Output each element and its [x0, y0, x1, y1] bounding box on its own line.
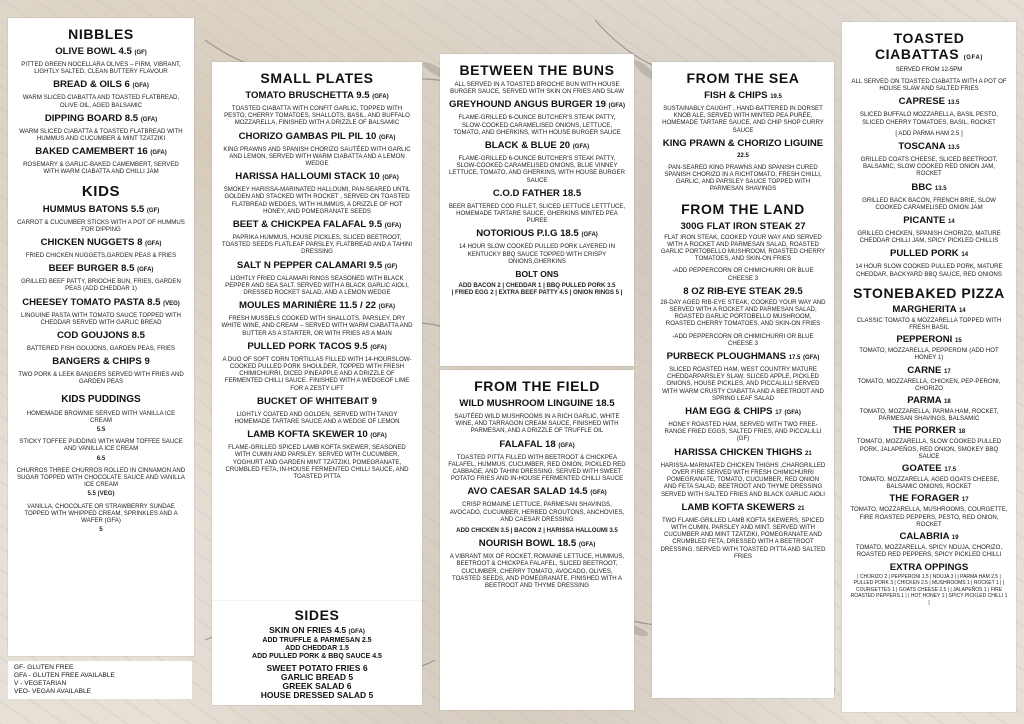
menu-item-desc: FRESH MUSSELS COOKED WITH SHALLOTS, PARSLEY, DRY WHITE WINE, AND CREAM – SERVED WITH WARM CIABATTA AND BUTTER AS A STARTER, OR WITH FRIES AS A MAIN [221, 315, 413, 337]
menu-item-name: BAKED CAMEMBERT 16 (GFA) [35, 146, 167, 158]
side-item: HOUSE DRESSED SALAD 5 [260, 690, 374, 700]
menu-item-desc: GRILLED CHICKEN, SPANISH CHORIZO, MATURE CHEDDAR CHILLI JAM, SPICY PICKLED CHILLIS [857, 230, 1001, 245]
menu-item-name: SALT N PEPPER CALAMARI 9.5 (GF) [236, 259, 398, 271]
menu-item-desc: TOASTED PITTA FILLED WITH BEETROOT & CHICKPEA FALAFEL, HUMMUS, CUCUMBER, RED ONION, PICKLED RED CABBAGE, AND TAHINI DRESSING. SERVED WITH SWEET POTATO FRIES AND IN-HOUSE FERMENTED CHILLI SAUCE [448, 453, 626, 483]
menu-item-name: LAMB KOFTA SKEWER 10 (GFA) [247, 429, 387, 441]
pizza-heading: STONEBAKED PIZZA [853, 284, 1005, 301]
menu-item-name: HARISSA HALLOUMI STACK 10 (GFA) [235, 171, 399, 183]
legend-v: V - VEGETARIAN [14, 680, 67, 687]
menu-item-name: BBC 13.5 [911, 181, 947, 193]
menu-item-name: FALAFAL 18 (GFA) [499, 438, 575, 450]
side-item: SWEET POTATO FRIES 6 [266, 663, 368, 673]
menu-item-desc: PITTED GREEN NOCELLARA OLIVES – FIRM, VIBRANT, LIGHTLY SALTED, CLEAN BUTTERY FLAVOUR [21, 61, 181, 76]
menu-item-extra: -ADD PEPPERCORN OR CHIMICHURRI OR BLUE CHEESE 3 [672, 332, 814, 347]
menu-item-desc: SAUTÉED WILD MUSHROOMS IN A RICH GARLIC, WHITE WINE, AND TARRAGON CREAM SAUCE, FINISHED WITH PARMESAN, AND A DRIZZLE OF TRUFFLE OIL [454, 413, 620, 435]
menu-item-desc: TOMATO, MOZZARELLA, PEPPERONI (ADD HOT HONEY 1) [859, 347, 999, 362]
menu-item-desc: CLASSIC TOMATO & MOZZARELLA TOPPED WITH FRESH BASIL [856, 316, 1002, 332]
menu-item-desc: TOMATO, MOZZARELLA, SLOW COOKED PULLED PORK, JALAPEÑOS, RED ONION, SMOKEY BBQ SAUCE [856, 438, 1002, 460]
menu-item-desc: GRILLED COATS CHEESE, SLICED BEETROOT, BALSAMIC, SLOW COOKED RED ONION JAM, ROCKET [860, 156, 998, 178]
menu-item-desc: PAN-SEARED KING PRAWNS AND SPANISH CURED SPANISH CHORIZO IN A RICHTOMATO, FRESH CHILLI, GARLIC, AND PARSLEY SAUCE TOPPED WITH PARMESAN SHAVINGS [664, 163, 822, 193]
menu-item-desc: CRISP ROMAINE LETTUCE, PARMESAN SHAVINGS, AVOCADO, CUCUMBER, HERBED CROUTONS, ANCHOVIES, AND CAESAR DRESSING [449, 501, 625, 523]
between-buns-intro: ALL SERVED IN A TOASTED BRIOCHE BUN WITH HOUSE BURGER SAUCE, SERVED WITH SKIN ON FRIES AND SLAW [450, 81, 624, 96]
menu-item-desc: HARISSA-MARINATED CHICKEN THIGHS ,CHARGRILLED OVER FIRE SERVED WITH FRESH CHIMICHURRI POMEGRANATE, TOMATO, CUCUMBER, RED ONION AND FETA SALAD, BEETROOT AND THYME DRESSING SERVED WITH SALTED FRIES AND BLACK GARLIC AIOLI [660, 461, 826, 498]
menu-item-name: 8 OZ RIB-EYE STEAK 29.5 [683, 285, 803, 297]
nibbles-kids-panel [8, 18, 194, 656]
between-buns-list [448, 99, 626, 265]
pudding-price: 5 [99, 526, 103, 534]
menu-item-desc: PAPRIKA HUMMUS, HOUSE PICKLES, SLICED BEETROOT, TOASTED SEEDS FLATLEAF PARSLEY, FLATBREAD AND A TAHINI DRESSING [221, 234, 413, 256]
menu-item-name: BEEF BURGER 8.5 (GFA) [48, 263, 154, 275]
menu-item-name: GOATEE 17.5 [901, 463, 957, 475]
menu-item-desc: WARM SLICED CIABATTA AND TOASTED FLATBREAD, OLIVE OIL, AGED BALSAMIC [22, 94, 180, 109]
menu-item-desc: SUSTAINABLY CAUGHT , HAND-BATTERED IN DORSET KNOB ALE, SERVED WITH MINTED PEA PURÉE, HOMEMADE TARTARE SAUCE, AND CHIP SHOP CURRY SAUCE [662, 105, 824, 134]
menu-item-desc: SLICED ROASTED HAM, WEST COUNTRY MATURE CHEDDARPARSLEY SLAW, SLICED APPLE, PICKLED ONIONS, HOUSE PICKLES, AND PICCALILLI SERVED WITH WARM CRUSTY CIABATTA AND A BEETROOT AND SPRING LEAF SALAD [662, 366, 824, 402]
menu-item-name: PULLED PORK 14 [889, 248, 969, 260]
menu-item-name: OLIVE BOWL 4.5 (GF) [55, 46, 147, 57]
menu-item-name: GREYHOUND ANGUS BURGER 19 (GFA) [449, 99, 625, 111]
side-item: GARLIC BREAD 5 [280, 672, 354, 682]
side-addon: ADD PULLED PORK & BBQ SAUCE 4.5 [252, 653, 382, 660]
extra-toppings-list: | CHORIZO 2 | PEPPERONI 1.5 | NDUJA 3 | | PARMA HAM 2.5 | PULLED PORK 3 | CHICKEN 2.5 | MUSHROOMS 1 | ROCKET 1 | | COURGETTES 1 | GOATS CHEESE 2.5 | | JALAPEÑOS 1 | FIRE ROASTED PEPPERS 1 | | HOT HONEY 1 | SPICY PICKLED CHILLI 1 | [850, 573, 1008, 606]
menu-item-desc: LINGUINE PASTA WITH TOMATO SAUCE TOPPED WITH CHEDDAR SERVED WITH GARLIC BREAD [21, 311, 181, 326]
menu-item-name: THE FORAGER 17 [889, 493, 969, 505]
menu-item-name: MARGHERITA 14 [892, 303, 966, 315]
menu-item-name: CHORIZO GAMBAS PIL PIL 10 (GFA) [238, 130, 396, 142]
menu-item-name: BEET & CHICKPEA FALAFAL 9.5 (GFA) [232, 219, 402, 231]
from-field-list [448, 398, 626, 589]
pudding-desc: VANILLA, CHOCOLATE OR STRAWBERRY SUNDAE TOPPED WITH WHIPPED CREAM, SPRINKLES AND A WAFER (GFA) [24, 502, 178, 525]
kids-list [16, 204, 186, 386]
menu-item-desc: WARM SLICED CIABATTA & TOASTED FLATBREAD WITH HUMMUS AND CUCUMBER & MINT TZATZIKI [19, 127, 183, 143]
from-land-heading: FROM THE LAND [681, 200, 805, 217]
ciabattas-intro: ALL SERVED ON TOASTED CIABATTA WITH A POT OF HOUSE SLAW AND SALTED FRIES [851, 78, 1007, 93]
menu-item-name: HARISSA CHICKEN THIGHS 21 [674, 446, 812, 458]
menu-item-desc: 14 HOUR SLOW COOKED PULLED PORK, MATURE CHEDDAR, BACKYARD BBQ SAUCE, RED ONIONS [855, 263, 1003, 278]
menu-item-desc: TOASTED CIABATTA WITH CONFIT GARLIC, TOPPED WITH PESTO, CHERRY TOMATOES, SHALLOTS, BASIL, AND BUFFALO MOZZARELLA, FINISHED WITH A DRIZZLE OF BALSAMIC [224, 105, 410, 127]
menu-item-desc: BATTERED FISH GOUJONS, GARDEN PEAS, FRIES [26, 345, 176, 353]
menu-item-name: CALABRIA 19 [899, 531, 959, 543]
menu-item-name: DIPPING BOARD 8.5 (GFA) [44, 112, 158, 124]
pudding-price: 5.5 (VEG) [87, 490, 115, 498]
menu-item-name: BREAD & OILS 6 (GFA) [53, 79, 149, 91]
menu-item-name: BLACK & BLUE 20 (GFA) [484, 140, 590, 152]
menu-item-desc: SMOKEY HARISSA-MARINATED HALLOUMI, PAN-SEARED UNTIL GOLDEN AND STACKED WITH ROCKET , SERVED ON TOASTED FLATBREAD WEDGES, WITH HUMMUS, A DRIZZLE OF HOT HONEY, AND POMEGRANATE SEEDS [223, 186, 411, 215]
menu-item-name: HAM EGG & CHIPS 17 (GFA) [685, 406, 801, 418]
from-sea-heading: FROM THE SEA [686, 70, 800, 86]
kids-heading: KIDS [81, 182, 121, 200]
from-field-panel [440, 370, 634, 710]
menu-item-name: CAPRESE 13.5 [898, 96, 960, 108]
menu-item-name: BANGERS & CHIPS 9 [52, 356, 150, 368]
menu-item-name: THE PORKER 18 [892, 425, 966, 437]
menu-item-name: AVO CAESAR SALAD 14.5 (GFA) [467, 486, 607, 498]
menu-item-desc: 14 HOUR SLOW COOKED PULLED PORK LAYERED IN KENTUCKY BBQ SAUCE TOPPED WITH CRISPY ONIONS,GHERKINS [459, 243, 615, 265]
side-addon: ADD CHEDDAR 1.5 [285, 645, 349, 652]
pizza-list [850, 304, 1008, 559]
small-plates-heading: SMALL PLATES [260, 70, 374, 86]
bolt-ons-line: | FRIED EGG 2 | EXTRA BEEF PATTY 4.5 | ONION RINGS 5 | [451, 289, 623, 297]
menu-item-name: KING PRAWN & CHORIZO LIGUINE 22.5 [662, 137, 824, 159]
menu-item-desc: TOMATO, MOZZARELLA, AGED GOATS CHEESE, BALSAMIC ONIONS, ROCKET [858, 476, 1000, 491]
from-sea-list [660, 90, 826, 193]
menu-item-desc: ROSEMARY & GARLIC-BAKED CAMEMBERT, SERVED WITH WARM CIABATTA AND CHILLI JAM [23, 161, 179, 176]
menu-item-desc: FLAT IRON STEAK, COOKED YOUR WAY AND SERVED WITH A ROCKET AND PARMESAN SALAD, ROASTED GARLIC PORTOBELLO MUSHROOM, ROASTED CHERRY TOMATOES, AND SKIN-ON FRIES [660, 233, 826, 263]
ciabattas-list [850, 96, 1008, 277]
menu-item-name: LAMB KOFTA SKEWERS 21 [681, 501, 805, 513]
from-field-heading: FROM THE FIELD [474, 378, 600, 394]
menu-item-name: WILD MUSHROOM LINGUINE 18.5 [459, 398, 615, 409]
menu-item-name: PURBECK PLOUGHMANS 17.5 (GFA) [666, 351, 820, 363]
menu-item-desc: A VIBRANT MIX OF ROCKET, ROMAINE LETTUCE, HUMMUS, BEETROOT & CHICKPEA FALAFEL, SLICED BEETROOT, CUCUMBER, CHERRY TOMATO, AVOCADO, OLIVES, TOASTED SEEDS, AND POMEGRANATE. FINISHED WITH A BEETROOT AND THYME DRESSING [449, 553, 625, 590]
menu-item-name: TOSCANA 13.5 [898, 141, 960, 153]
sides-panel [212, 601, 422, 705]
menu-item-name: PEPPERONI 15 [896, 334, 962, 346]
sides-heading: SIDES [294, 607, 340, 623]
legend-gfa: GFA - GLUTEN FREE AVAILABLE [14, 672, 115, 679]
menu-item-desc: FRIED CHICKEN NUGGETS,GARDEN PEAS & FRIES [25, 252, 177, 260]
menu-item-desc: TOMATO, MOZZARELLA, MUSHROOMS, COURGETTE, FIRE ROASTED PEPPERS, PESTO, RED ONION, ROCKET [850, 506, 1008, 528]
menu-item-name: CHEESEY TOMATO PASTA 8.5 (VEG) [22, 296, 180, 308]
menu-item-name: CHICKEN NUGGETS 8 (GFA) [40, 237, 162, 249]
menu-item-desc: GRILLED BEEF PATTY, BRIOCHE BUN, FRIES, GARDEN PEAS (ADD CHEDDAR 1) [21, 278, 181, 293]
pudding-price: 5.5 [96, 426, 106, 434]
side-addon: ADD TRUFFLE & PARMESAN 2.5 [262, 637, 372, 644]
between-buns-panel [440, 54, 634, 366]
menu-item-desc: GRILLED BACK BACON, FRENCH BRIE, SLOW COOKED CARAMELISED ONION JAM [862, 196, 996, 211]
menu-item-name: NOTORIOUS P.I.G 18.5 (GFA) [476, 228, 598, 240]
menu-item-name: HUMMUS BATONS 5.5 (GF) [42, 203, 160, 215]
sea-land-panel [652, 62, 834, 698]
side-item: SKIN ON FRIES 4.5 (GFA) [269, 625, 365, 635]
extra-toppings-heading: EXTRA OPPINGS [889, 561, 969, 573]
menu-item-desc: TOMATO, MOZZARELLA, CHICKEN, PEP-PERONI, CHORIZO [857, 377, 1001, 392]
menu-item-desc: FLAME-GRILLED 6-OUNCE BUTCHER'S STEAK PATTY, SLOW-COOKED CARAMELISED ONIONS, BLUE VINNEY LETTUCE, TOMATO, AND GHERKINS, WITH HOUSE BURGER SAUCE [449, 155, 625, 184]
menu-item-name: NOURISH BOWL 18.5 (GFA) [478, 538, 596, 550]
menu-item-desc: TWO PORK & LEEK BANGERS SERVED WITH FRIES AND GARDEN PEAS [18, 371, 184, 386]
menu-item-desc: LIGHTLY COATED AND GOLDEN, SERVED WITH TANGY HOMEMADE TARTARE SAUCE AND A WEDGE OF LEMON [234, 410, 400, 426]
between-buns-heading: BETWEEN THE BUNS [459, 62, 615, 78]
menu-item-name: PULLED PORK TACOS 9.5 (GFA) [247, 340, 387, 352]
menu-item-desc: SLICED BUFFALO MOZZARELLA, BASIL PESTO, SLICED CHERRY TOMATOES, BASIL, ROCKET [859, 111, 999, 126]
menu-item-name: 300G FLAT IRON STEAK 27 [680, 220, 806, 232]
pudding-desc: HOMEMADE BROWNIE SERVED WITH VANILLA ICE CREAM [26, 409, 176, 424]
menu-item-name: FISH & CHIPS 19.5 [704, 90, 782, 101]
menu-item-extra: [ ADD PARMA HAM 2.5 ] [895, 129, 963, 137]
from-land-list [660, 221, 826, 560]
menu-item-desc: CARROT & CUCUMBER STICKS WITH A POT OF HUMMUS FOR DIPPING [17, 218, 185, 233]
small-plates-panel [212, 62, 422, 602]
menu-item-name: PICANTE 14 [903, 215, 955, 227]
menu-item-extra: -ADD PEPPERCORN OR CHIMICHURRI OR BLUE CHEESE 3 [672, 267, 814, 282]
kids-puddings-list [16, 410, 186, 534]
side-item: GREEK SALAD 6 [282, 681, 352, 691]
menu-item-name: PARMA 18 [907, 395, 951, 407]
kids-puddings-heading: KIDS PUDDINGS [61, 393, 141, 405]
menu-item-name: MOULES MARINIÈRE 11.5 / 22 (GFA) [238, 300, 396, 312]
menu-item-name: C.O.D FATHER 18.5 [492, 187, 582, 199]
menu-item-desc: FLAME-GRILLED 6-OUNCE BUTCHER'S STEAK PATTY, SLOW-COOKED CARAMELISED ONIONS, LETTUCE, TOMATO, AND GHERKINS, WITH HOUSE BURGER SAUCE [453, 114, 621, 136]
menu-item-desc: TOMATO, MOZZARELLA, SPICY NDUJA, CHORIZO, ROASTED RED PEPPERS, SPICY PICKLED CHILLI [855, 544, 1003, 559]
dietary-legend [8, 661, 192, 699]
pudding-desc: CHURROS THREE CHURROS ROLLED IN CINNAMON AND SUGAR TOPPED WITH CHOCOLATE SAUCE AND VANILLA ICE CREAM [16, 466, 186, 489]
menu-item-name: COD GOUJONS 8.5 [57, 330, 145, 342]
menu-item-desc: BEER BATTERED COD FILLET, SLICED LETTUCE LETTTUCE, HOMEMADE TARTARE SAUCE, GHERKINS MINTED PEA PUREE [448, 202, 626, 225]
menu-item-desc: KING PRAWNS AND SPANISH CHORIZO SAUTÉED WITH GARLIC AND LEMON, SERVED WITH WARM CIABATTA AND A LEMON WEDGE [223, 145, 411, 168]
bolt-ons-line: ADD BACON 2 | CHEDDAR 1 | BBQ PULLED PORK 3.5 [458, 282, 616, 290]
menu-item-desc: TWO FLAME-GRILLED LAMB KOFTA SKEWERS, SPICED WITH CUMIN, PARSLEY AND MINT. SERVED WITH CUCUMBER AND MINT TZATZIKI, POMEGRANATE AND CRUMBLED FETA, DRESSED WITH A BEETROOT DRESSING. SERVED WITH TOASTED PITTA AND SALTED FRIES [660, 516, 826, 560]
ciabattas-heading: TOASTED CIABATTAS (GFA) [874, 30, 984, 62]
ciabattas-pizza-panel [842, 22, 1016, 712]
menu-item-desc: FLAME-GRILLED SPICED LAMB KOFTA SKEWER, SEASONED WITH CUMIN AND PARSLEY. SERVED WITH CUCUMBER, YOGHURT AND GARDEN MINT TZATZIKI, POMEGRANATE, CRUMBLED FETA, IN-HOUSE FERMENTED CHILLI SAUCE, AND TOASTED PITTA [225, 444, 409, 481]
bolt-ons-heading: BOLT ONS [515, 269, 559, 280]
small-plates-list [220, 90, 414, 480]
nibbles-list [16, 46, 186, 176]
ciabattas-served-time: SERVED FROM 12-5PM [895, 67, 963, 73]
menu-item-name: CARNE 17 [907, 364, 951, 376]
menu-item-name: BUCKET OF WHITEBAIT 9 [257, 395, 377, 407]
nibbles-heading: NIBBLES [68, 26, 134, 42]
menu-item-desc: A DUO OF SOFT CORN TORTILLAS FILLED WITH 14-HOURSLOW-COOKED PULLED PORK SHOULDER, TOPPED WITH FRESH CHIMICHURRI, DICED PINEAPPLE AND A DRIZZLE OF FERMENTED CHILLI SAUCE. FINISHED WITH A WEDGEOF LIME FOR A ZESTY LIFT [222, 355, 412, 392]
menu-item-name: TOMATO BRUSCHETTA 9.5 (GFA) [245, 90, 389, 101]
menu-item-desc: 28-DAY AGED RIB-EYE STEAK, COOKED YOUR WAY AND SERVED WITH A ROCKET AND PARMESAN SALAD, ROASTED GARLIC PORTOBELLO MUSHROOM, ROASTED CHERRY TOMATOES, AND SKIN-ON FRIES [660, 298, 826, 328]
pudding-desc: STICKY TOFFEE PUDDING WITH WARM TOFFEE SAUCE AND VANILLA ICE CREAM [19, 438, 183, 453]
menu-item-desc: TOMATO, MOZZARELLA, PARMA HAM, ROCKET, PARMESAN SHAVINGS, BALSAMIC [859, 408, 999, 423]
legend-veo: VEO- VEGAN AVAILABLE [14, 688, 92, 695]
legend-gf: GF- GLUTEN FREE [14, 664, 74, 671]
caesar-addons: ADD CHICKEN 3.5 | BACON 2 | HARISSA HALLOUMI 3.5 [456, 527, 618, 535]
pudding-price: 6.5 [96, 454, 106, 462]
menu-item-desc: LIGHTLY FRIED CALAMARI RINGS SEASONED WITH BLACK PEPPER AND SEA SALT. SERVED WITH A BLACK GARLIC AIOLI, DRESSED ROCKET SALAD, AND A LEMON WEDGE [225, 274, 409, 297]
menu-item-desc: HONEY ROASTED HAM, SERVED WITH TWO FREE-RANGE FRIED EGGS, SALTED FRIES, AND PICCALILLI (GF) [664, 421, 822, 443]
